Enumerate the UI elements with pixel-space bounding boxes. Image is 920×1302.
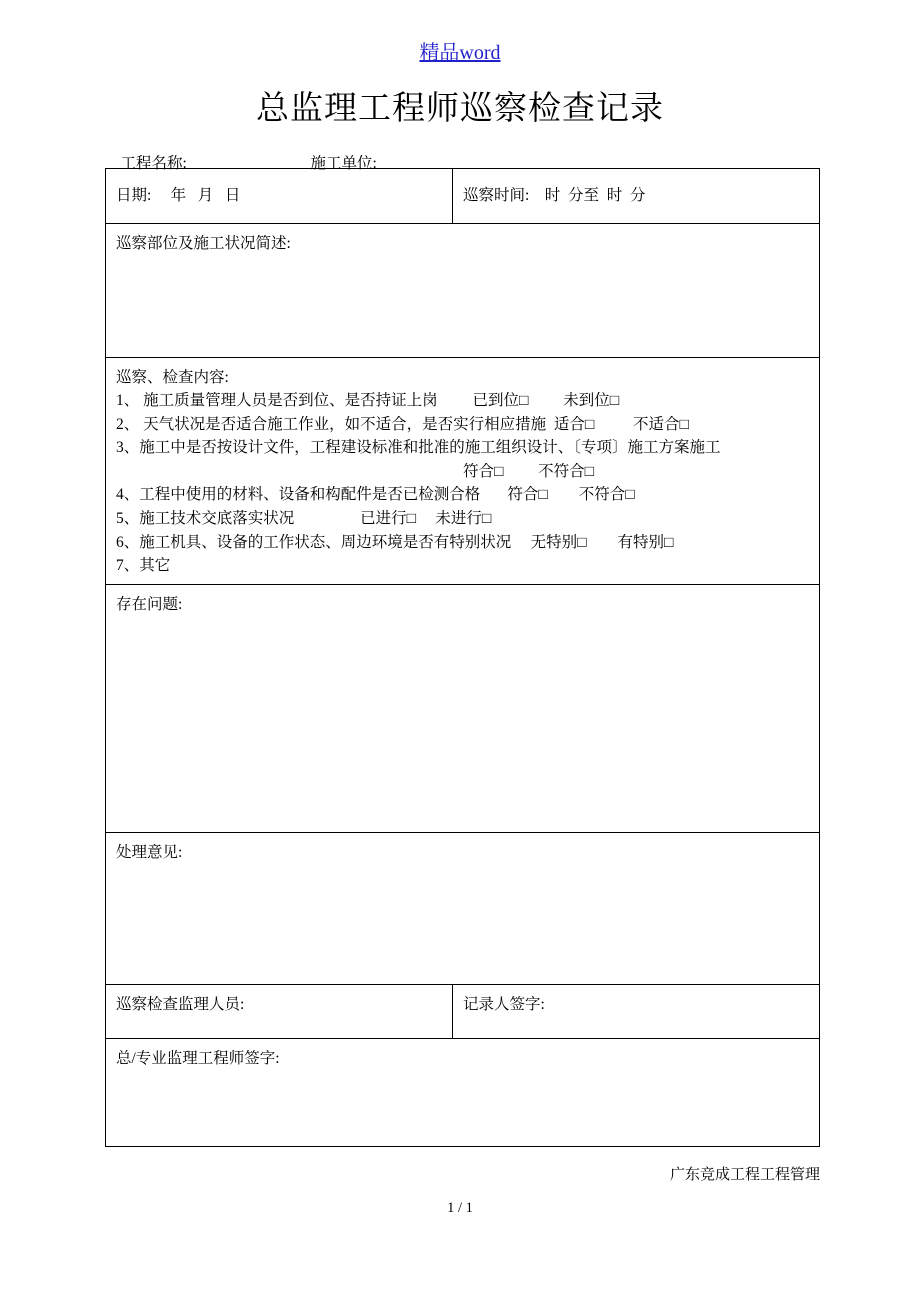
recorder-label: 记录人签字: [463, 995, 545, 1013]
inspection-record-table [105, 168, 820, 1147]
date-cell[interactable]: 日期: 年 月 日 [106, 169, 453, 224]
contractor-label: 施工单位: [310, 155, 377, 172]
recorder-signature-cell[interactable] [453, 984, 820, 1038]
handling-opinion-cell[interactable] [106, 832, 820, 984]
page-title: 总监理工程师巡察检查记录 [256, 88, 664, 127]
handling-opinion-label: 处理意见: [116, 843, 183, 861]
checklist-item-6[interactable]: 6、施工机具、设备的工作状态、周边环境是否有特别状况 无特别□ 有特别□ [116, 533, 674, 551]
chief-engineer-signature-cell[interactable] [106, 1038, 820, 1146]
inspector-signature-cell[interactable] [106, 984, 453, 1038]
content-label: 巡察、检查内容: [116, 369, 229, 386]
checklist [116, 389, 811, 577]
inspection-time-cell[interactable]: 巡察时间: 时 分至 时 分 [453, 169, 820, 224]
table-row [106, 984, 820, 1038]
table-row [106, 169, 820, 224]
existing-problems-cell[interactable] [106, 584, 820, 832]
document-header [0, 36, 920, 65]
table-row [106, 832, 820, 984]
checklist-item-2[interactable]: 2、 天气状况是否适合施工作业，如不适合，是否实行相应措施 适合□ 不适合□ [116, 415, 689, 433]
checklist-item-4[interactable]: 4、工程中使用的材料、设备和构配件是否已检测合格 符合□ 不符合□ [116, 486, 635, 504]
table-row [106, 224, 820, 358]
table-row [106, 1038, 820, 1146]
checklist-item-5[interactable]: 5、施工技术交底落实状况 已进行□ 未进行□ [116, 509, 492, 527]
footer-company-text: 广东竞成工程工程管理 [669, 1167, 820, 1183]
watermark-text: 精品word [419, 42, 501, 64]
project-name-label: 工程名称: [120, 155, 187, 172]
scope-description-cell[interactable] [106, 224, 820, 358]
checklist-item-3[interactable]: 3、施工中是否按设计文件，工程建设标准和批准的施工组织设计、〔专项〕施工方案施工 [116, 439, 721, 457]
table-row [106, 358, 820, 585]
checklist-item-7[interactable]: 7、其它 [116, 557, 171, 575]
page-number: 1 / 1 [447, 1200, 473, 1216]
chief-engineer-label: 总/专业监理工程师签字: [116, 1049, 280, 1067]
checklist-item-3-options[interactable] [116, 460, 811, 484]
scope-label: 巡察部位及施工状况简述: [116, 235, 291, 252]
checklist-item-1[interactable]: 1、 施工质量管理人员是否到位、是否持证上岗 已到位□ 未到位□ [116, 392, 620, 410]
checklist-item-3-options-text: 符合□ 不符合□ [462, 462, 595, 480]
table-row [106, 584, 820, 832]
inspection-content-cell[interactable] [106, 358, 820, 585]
footer-company [0, 1163, 820, 1184]
existing-problems-label: 存在问题: [116, 595, 183, 613]
inspector-label: 巡察检查监理人员: [116, 995, 245, 1013]
